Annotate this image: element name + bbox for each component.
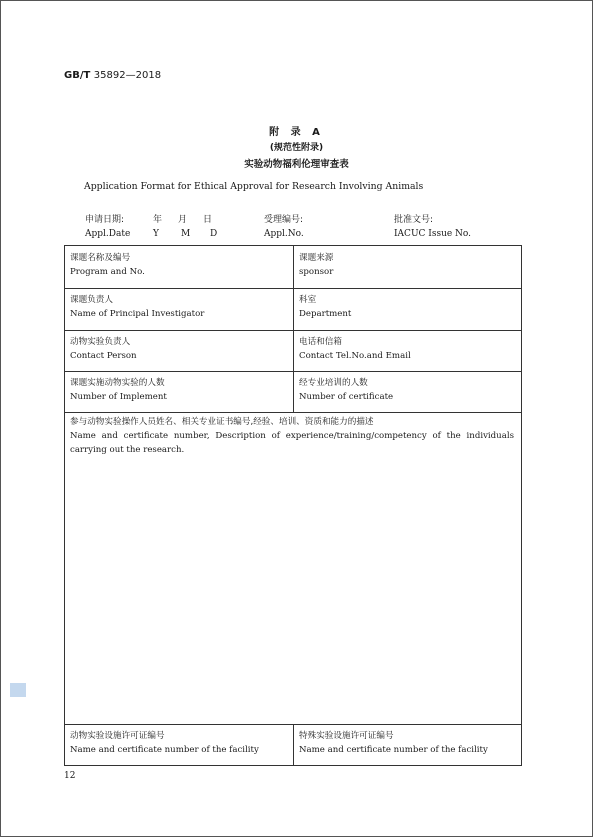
- approval-label-en: IACUC Issue No.: [394, 229, 472, 239]
- department-label-en: Department: [299, 309, 352, 319]
- review-form-table: [64, 245, 522, 766]
- principal-investigator-cell[interactable]: [70, 293, 204, 321]
- pi-label-cn: 课题负责人: [70, 295, 113, 305]
- special-facility-license-cell[interactable]: [299, 729, 488, 757]
- description-label-cn: 参与动物实验操作人员姓名、相关专业证书编号,经验、培训、资质和能力的描述: [70, 417, 374, 427]
- department-cell[interactable]: [299, 293, 351, 321]
- implement-number-label-cn: 课题实施动物实验的人数: [70, 378, 165, 388]
- appendix-title-en: Application Format for Ethical Approval for Research Involving Animals: [84, 181, 424, 192]
- appendix-label: 附 录 A: [269, 127, 324, 138]
- contact-person-label-cn: 动物实验负责人: [70, 337, 131, 347]
- acceptance-label-cn: 受理编号:: [264, 215, 304, 225]
- row-divider: [65, 412, 521, 413]
- description-label-en: Name and certificate number, Description of experience/training/competency of the individuals carrying out the research.: [70, 431, 514, 455]
- page-number: 12: [64, 771, 76, 781]
- pi-label-en: Name of Principal Investigator: [70, 309, 205, 319]
- certificate-number-cell[interactable]: [299, 376, 393, 404]
- program-cell[interactable]: [70, 251, 145, 279]
- column-divider: [293, 724, 294, 765]
- year-label-cn: 年: [153, 215, 163, 225]
- personnel-description-cell[interactable]: [70, 415, 516, 457]
- month-label-en: M: [181, 229, 191, 239]
- date-label-cn: 申请日期:: [85, 215, 125, 225]
- implement-number-label-en: Number of Implement: [70, 392, 167, 402]
- facility-license-cell[interactable]: [70, 729, 259, 757]
- contact-person-label-en: Contact Person: [70, 351, 137, 361]
- department-label-cn: 科室: [299, 295, 317, 305]
- appendix-type: (规范性附录): [269, 143, 324, 153]
- column-divider: [293, 246, 294, 412]
- month-label-cn: 月: [178, 215, 188, 225]
- program-label-cn: 课题名称及编号: [70, 253, 131, 263]
- contact-person-cell[interactable]: [70, 335, 137, 363]
- day-label-cn: 日: [203, 215, 213, 225]
- facility-license-label-cn: 动物实验设施许可证编号: [70, 731, 165, 741]
- facility-license-label-en: Name and certificate number of the facility: [70, 745, 259, 755]
- certificate-number-label-en: Number of certificate: [299, 392, 394, 402]
- sponsor-cell[interactable]: [299, 251, 333, 279]
- contact-tel-label-en: Contact Tel.No.and Email: [299, 351, 411, 361]
- side-tab-icon: [10, 683, 26, 697]
- sponsor-label-en: sponsor: [299, 267, 334, 277]
- year-label-en: Y: [153, 229, 159, 239]
- standard-number: 35892—2018: [93, 70, 162, 81]
- acceptance-label-en: Appl.No.: [264, 229, 304, 239]
- standard-code: [64, 70, 161, 81]
- special-facility-label-cn: 特殊实验设施许可证编号: [299, 731, 394, 741]
- standard-prefix: GB/T: [64, 70, 91, 81]
- date-label-en: Appl.Date: [85, 229, 131, 239]
- program-label-en: Program and No.: [70, 267, 145, 277]
- contact-tel-label-cn: 电话和信箱: [299, 337, 342, 347]
- contact-tel-email-cell[interactable]: [299, 335, 411, 363]
- appendix-title-cn: 实验动物福利伦理审查表: [244, 159, 349, 170]
- sponsor-label-cn: 课题来源: [299, 253, 334, 263]
- implement-number-cell[interactable]: [70, 376, 167, 404]
- special-facility-label-en: Name and certificate number of the facility: [299, 745, 488, 755]
- approval-label-cn: 批准文号:: [394, 215, 434, 225]
- day-label-en: D: [210, 229, 218, 239]
- certificate-number-label-cn: 经专业培训的人数: [299, 378, 368, 388]
